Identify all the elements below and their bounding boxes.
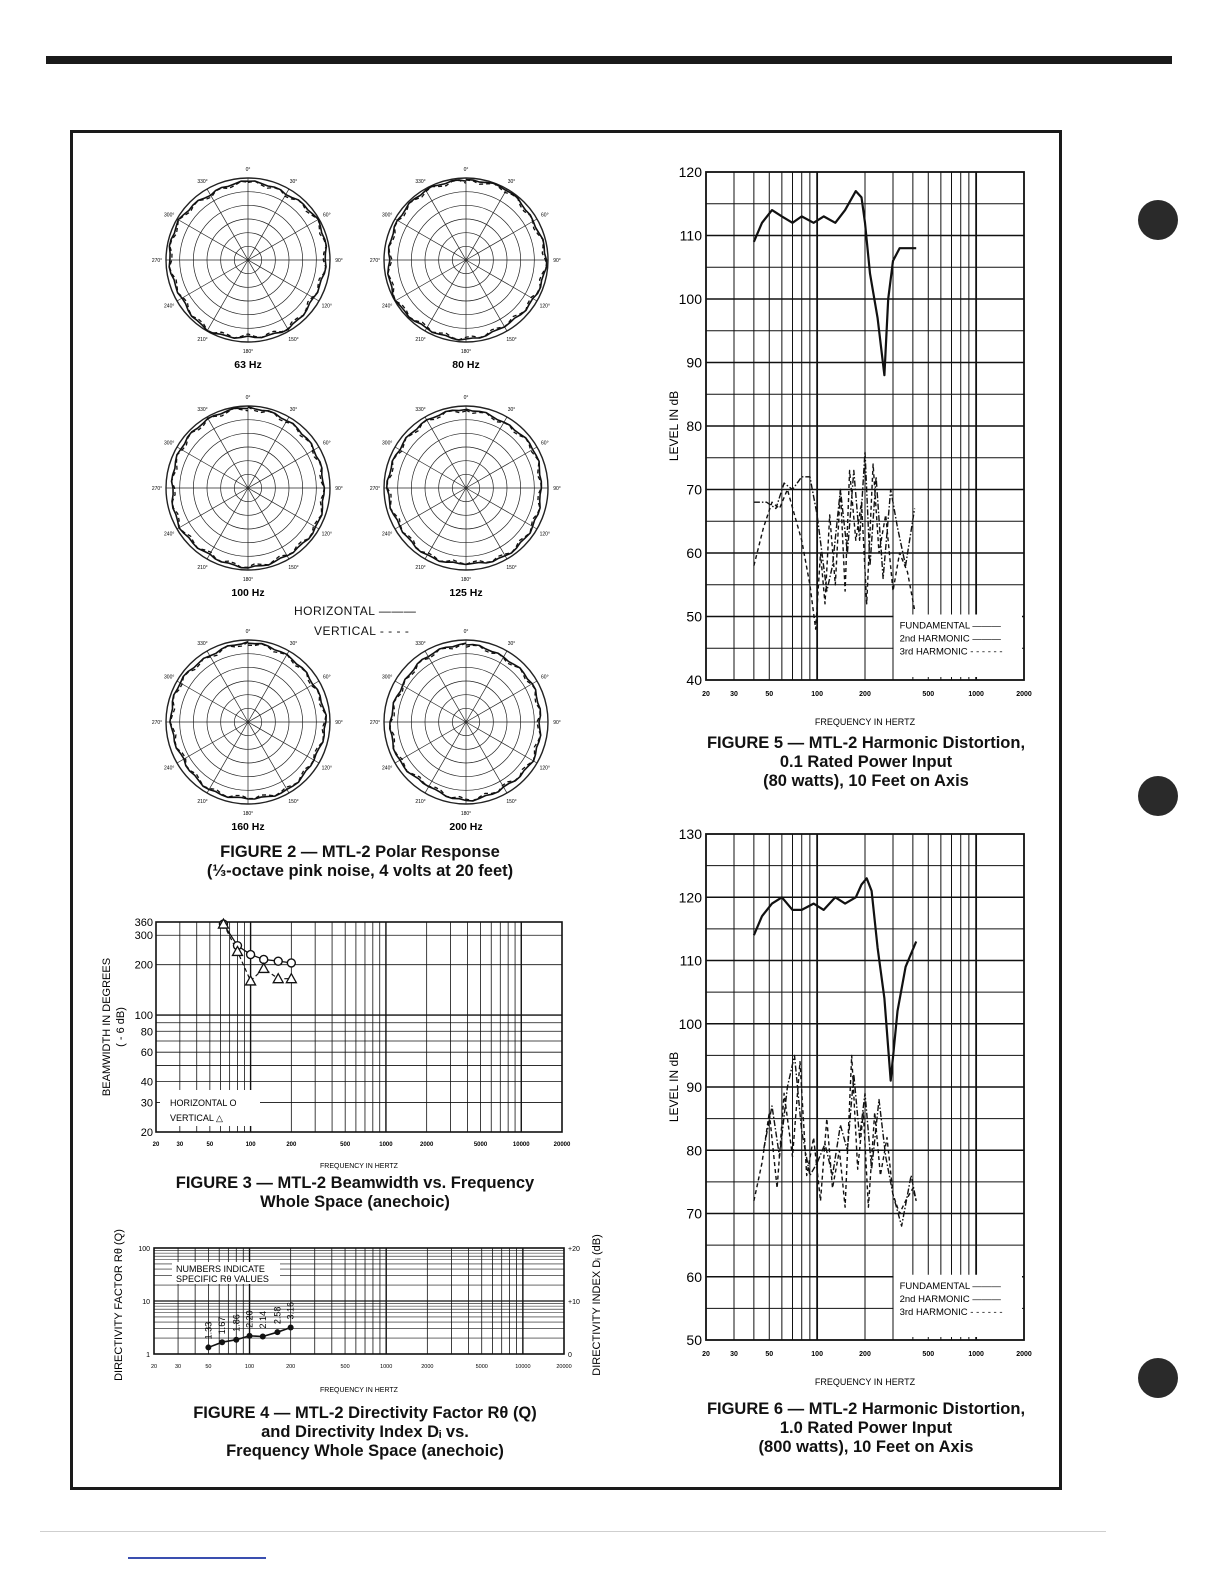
polar-angle-label: 330° <box>415 407 426 414</box>
fig4-note-line2: SPECIFIC Rθ VALUES <box>176 1274 269 1284</box>
polar-angle-label: 240° <box>164 765 175 772</box>
polar-angle-label: 120° <box>539 303 550 310</box>
figure6-series-2nd-harmonic <box>754 1055 916 1226</box>
figure6-xtick-label: 1000 <box>968 1351 984 1358</box>
figure3-caption-line1: FIGURE 3 — MTL-2 Beamwidth vs. Frequency <box>175 1174 535 1192</box>
fig3-xtick-label: 1000 <box>379 1142 393 1148</box>
polar-angle-label: 90° <box>553 720 561 726</box>
figure5-xtick-label: 2000 <box>1016 691 1032 698</box>
polar-angle-label: 120° <box>321 531 332 538</box>
polar-angle-label: 30° <box>289 179 298 186</box>
polar-angle-label: 60° <box>323 674 331 681</box>
polar-angle-label: 180° <box>460 577 472 583</box>
polar-spoke <box>425 651 466 722</box>
figure6-xtick-label: 100 <box>811 1351 823 1358</box>
fig4-ylabel: DIRECTIVITY FACTOR Rθ (Q) <box>113 1229 125 1381</box>
top-rule <box>46 56 1172 64</box>
polar-angle-label: 300° <box>382 674 393 681</box>
polar-spoke <box>177 722 248 763</box>
fig4-point <box>288 1325 294 1331</box>
polar-angle-label: 90° <box>553 258 561 264</box>
polar-spoke <box>425 417 466 488</box>
polar-angle-label: 150° <box>506 564 517 571</box>
figure5-xtick-label: 500 <box>922 691 935 698</box>
figure5-ytick-label: 60 <box>686 545 702 561</box>
polar-angle-label: 30° <box>289 641 298 648</box>
polar-spoke <box>466 722 537 763</box>
figure6-legend-entry: FUNDAMENTAL ——— <box>899 1280 1001 1292</box>
polar-spoke <box>466 189 507 260</box>
polar-angle-label: 330° <box>197 407 208 414</box>
polar-plot-160hz <box>148 629 348 834</box>
polar-spoke <box>395 681 466 722</box>
polar-angle-label: 120° <box>539 531 550 538</box>
figure5-xlabel: FREQUENCY IN HERTZ <box>814 717 916 727</box>
polar-angle-label: 180° <box>242 349 254 355</box>
polar-angle-label: 270° <box>151 486 163 492</box>
polar-angle-label: 240° <box>382 765 393 772</box>
polar-angle-label: 60° <box>541 212 549 219</box>
figure6-ylabel: LEVEL IN dB <box>667 1051 681 1123</box>
figure6-distortion-chart <box>648 826 1048 1398</box>
fig3-xtick-label: 100 <box>245 1142 256 1148</box>
figure5-xtick-label: 50 <box>765 691 774 698</box>
fig3-legend-vertical: VERTICAL △ <box>170 1113 223 1123</box>
fig3-horizontal-point <box>287 959 295 967</box>
fig4-ytick-label: 1 <box>146 1352 150 1359</box>
polar-angle-label: 150° <box>288 336 299 343</box>
fig3-xtick-label: 50 <box>206 1142 214 1148</box>
figure5-ytick-label: 80 <box>686 418 702 434</box>
fig4-point <box>247 1333 253 1339</box>
figure5-xtick-label: 20 <box>702 691 710 698</box>
polar-spoke <box>248 417 289 488</box>
binder-hole-bottom <box>1138 1358 1178 1398</box>
figure6-ytick-label: 90 <box>686 1079 702 1095</box>
polar-angle-label: 210° <box>197 336 208 343</box>
polar-angle-label: 240° <box>382 303 393 310</box>
figure5-ytick-label: 40 <box>686 672 702 688</box>
polar-frequency-label: 63 Hz <box>234 359 262 371</box>
fig4-point <box>260 1333 266 1339</box>
polar-angle-label: 270° <box>151 258 163 264</box>
polar-spoke <box>395 219 466 260</box>
polar-angle-label: 330° <box>415 179 426 186</box>
figure5-legend-entry: 2nd HARMONIC ——— <box>899 633 1001 645</box>
fig3-legend-horizontal: HORIZONTAL O <box>170 1098 237 1108</box>
polar-spoke <box>466 260 507 331</box>
polar-legend-vertical: VERTICAL - - - - <box>314 624 410 638</box>
fig4-ytick-right-label: +10 <box>568 1299 580 1306</box>
figure5-caption-line3: (80 watts), 10 Feet on Axis <box>763 772 969 790</box>
polar-angle-label: 210° <box>415 564 426 571</box>
polar-spoke <box>207 722 248 793</box>
fig4-xtick-label: 1000 <box>380 1364 393 1370</box>
fig4-xtick-label: 10000 <box>515 1364 531 1370</box>
figure6-xtick-label: 200 <box>859 1351 871 1358</box>
figure5-series-fundamental <box>754 191 916 375</box>
figure6-ytick-label: 130 <box>678 826 702 842</box>
polar-angle-label: 300° <box>164 440 175 447</box>
polar-spoke <box>177 681 248 722</box>
figure5-ytick-label: 50 <box>686 608 702 625</box>
polar-angle-label: 330° <box>197 179 208 186</box>
figure5-caption <box>690 734 1042 791</box>
polar-spoke <box>466 447 537 488</box>
fig4-xtick-label: 100 <box>244 1364 255 1370</box>
fig3-xtick-label: 200 <box>286 1142 297 1148</box>
fig3-vertical-point <box>273 974 283 983</box>
polar-angle-label: 180° <box>460 349 472 355</box>
binder-hole-middle <box>1138 776 1178 816</box>
fig3-ytick-label: 60 <box>140 1047 153 1060</box>
fig3-vertical-point <box>246 976 256 985</box>
polar-legend-horizontal: HORIZONTAL ——— <box>294 604 417 618</box>
figure6-legend-entry: 2nd HARMONIC ——— <box>899 1293 1001 1305</box>
polar-spoke <box>466 417 507 488</box>
figure6-xtick-label: 2000 <box>1016 1351 1032 1358</box>
figure6-caption-line1: FIGURE 6 — MTL-2 Harmonic Distortion, <box>706 1400 1026 1418</box>
figure5-ytick-label: 110 <box>679 227 702 244</box>
figure6-ytick-label: 100 <box>678 1015 702 1032</box>
figure5-ylabel: LEVEL IN dB <box>667 390 681 462</box>
figure6-xtick-label: 30 <box>730 1351 738 1358</box>
polar-frequency-label: 100 Hz <box>231 587 265 599</box>
figure5-distortion-chart <box>648 160 1048 732</box>
fig4-ytick-label: 10 <box>142 1299 150 1306</box>
polar-angle-label: 60° <box>323 440 331 447</box>
binder-hole-top <box>1138 200 1178 240</box>
fig3-horizontal-point <box>274 957 282 965</box>
figure2-caption-line1: FIGURE 2 — MTL-2 Polar Response <box>220 843 500 861</box>
polar-angle-label: 150° <box>288 798 299 805</box>
polar-angle-label: 30° <box>507 407 516 414</box>
fig4-xtick-label: 20000 <box>556 1364 572 1370</box>
polar-angle-label: 180° <box>242 811 254 817</box>
figure5-caption-line2: 0.1 Rated Power Input <box>779 753 953 771</box>
polar-spoke <box>177 447 248 488</box>
polar-spoke <box>466 488 507 559</box>
polar-angle-label: 60° <box>323 212 331 219</box>
polar-angle-label: 0° <box>463 167 469 173</box>
polar-spoke <box>425 260 466 331</box>
polar-angle-label: 240° <box>164 303 175 310</box>
figure5-ytick-label: 70 <box>686 481 702 498</box>
fig4-value-label: 1.33 <box>203 1321 214 1340</box>
figure6-caption-line3: (800 watts), 10 Feet on Axis <box>758 1438 974 1456</box>
fig3-ylabel2: ( - 6 dB) <box>115 1007 127 1047</box>
polar-spoke <box>177 260 248 301</box>
polar-spoke <box>395 722 466 763</box>
polar-angle-label: 0° <box>245 629 251 635</box>
figure6-ytick-label: 120 <box>678 889 702 906</box>
polar-plot-63hz <box>148 167 348 372</box>
polar-frequency-label: 160 Hz <box>231 821 265 833</box>
fig4-point <box>233 1337 239 1343</box>
polar-spoke <box>248 722 319 763</box>
polar-spoke <box>466 681 537 722</box>
fig3-ylabel: BEAMWIDTH IN DEGREES <box>101 957 113 1097</box>
figure5-xtick-label: 100 <box>811 691 823 698</box>
polar-angle-label: 120° <box>539 765 550 772</box>
figure4-caption <box>120 1404 610 1461</box>
figure6-ytick-label: 80 <box>686 1142 702 1159</box>
figure6-xtick-label: 500 <box>922 1351 935 1358</box>
figure3-caption-line2: Whole Space (anechoic) <box>260 1193 450 1211</box>
fig3-ytick-label: 200 <box>134 959 153 972</box>
fig4-xtick-label: 2000 <box>421 1364 434 1370</box>
polar-angle-label: 120° <box>321 303 332 310</box>
fig4-ytick-right-label: +20 <box>568 1246 580 1253</box>
figure5-xtick-label: 1000 <box>968 691 984 698</box>
fig3-xtick-label: 30 <box>176 1142 184 1148</box>
polar-spoke <box>207 417 248 488</box>
polar-angle-label: 150° <box>506 336 517 343</box>
polar-angle-label: 270° <box>369 720 381 726</box>
polar-angle-label: 180° <box>242 577 254 583</box>
polar-spoke <box>395 447 466 488</box>
fig3-ytick-label: 80 <box>140 1026 153 1039</box>
polar-angle-label: 300° <box>382 440 393 447</box>
polar-angle-label: 150° <box>506 798 517 805</box>
polar-spoke <box>466 219 537 260</box>
fig4-xlabel: FREQUENCY IN HERTZ <box>320 1387 398 1394</box>
figure6-xtick-label: 20 <box>702 1351 710 1358</box>
polar-angle-label: 180° <box>460 811 472 817</box>
fig4-xtick-label: 500 <box>340 1364 350 1370</box>
polar-frequency-label: 80 Hz <box>452 359 480 371</box>
figure6-xlabel: FREQUENCY IN HERTZ <box>814 1377 916 1387</box>
figure6-xtick-label: 50 <box>765 1351 774 1358</box>
fig4-xtick-label: 200 <box>286 1364 296 1370</box>
polar-angle-label: 30° <box>289 407 298 414</box>
polar-spoke <box>466 722 507 793</box>
polar-spoke <box>177 488 248 529</box>
polar-spoke <box>395 260 466 301</box>
polar-spoke <box>248 219 319 260</box>
fig4-value-label: 2.20 <box>244 1310 255 1328</box>
polar-angle-label: 210° <box>415 336 426 343</box>
figure6-legend-entry: 3rd HARMONIC - - - - - - <box>899 1306 1003 1318</box>
fig3-ytick-label: 300 <box>134 930 153 943</box>
fig4-value-label: 2.14 <box>257 1310 268 1329</box>
polar-angle-label: 60° <box>541 440 549 447</box>
figure5-xtick-label: 30 <box>730 691 738 698</box>
figure4-caption-line1: FIGURE 4 — MTL-2 Directivity Factor Rθ (Q) <box>193 1404 537 1422</box>
fig4-xtick-label: 30 <box>175 1364 182 1370</box>
figure5-ytick-label: 90 <box>686 354 702 371</box>
polar-angle-label: 210° <box>197 564 208 571</box>
polar-angle-label: 210° <box>415 798 426 805</box>
fig4-point <box>274 1329 280 1335</box>
polar-spoke <box>248 189 289 260</box>
fig3-ytick-label: 360 <box>134 917 153 929</box>
polar-spoke <box>207 260 248 331</box>
polar-angle-label: 330° <box>415 641 426 648</box>
fig3-xtick-label: 20 <box>152 1142 160 1148</box>
polar-spoke <box>177 219 248 260</box>
fig4-xtick-label: 50 <box>205 1364 212 1370</box>
figure6-series-fundamental <box>754 878 916 1080</box>
polar-spoke <box>248 260 319 301</box>
fig4-ytick-right-label: 0 <box>568 1352 572 1359</box>
polar-spoke <box>425 189 466 260</box>
fig4-value-label: 1.67 <box>217 1316 228 1335</box>
figure5-xtick-label: 200 <box>859 691 871 698</box>
figure6-ytick-label: 70 <box>686 1205 702 1222</box>
fig3-horizontal-point <box>247 951 255 959</box>
fig4-ylabel-right: DIRECTIVITY INDEX Dᵢ (dB) <box>591 1234 603 1376</box>
fig4-point <box>205 1344 211 1350</box>
figure5-ytick-label: 100 <box>678 291 702 307</box>
polar-frequency-label: 125 Hz <box>449 587 483 599</box>
figure5-legend-entry: 3rd HARMONIC - - - - - - <box>899 646 1003 658</box>
polar-spoke <box>395 488 466 529</box>
polar-spoke <box>466 488 537 529</box>
polar-angle-label: 60° <box>541 674 549 681</box>
polar-angle-label: 240° <box>164 531 175 538</box>
polar-spoke <box>466 651 507 722</box>
polar-angle-label: 150° <box>288 564 299 571</box>
polar-angle-label: 210° <box>197 798 208 805</box>
fig3-xtick-label: 20000 <box>553 1142 571 1148</box>
figure6-caption <box>690 1400 1042 1457</box>
blue-underline <box>128 1557 266 1559</box>
polar-plot-80hz <box>366 167 566 372</box>
figure5-legend-entry: FUNDAMENTAL ——— <box>899 620 1001 632</box>
polar-angle-label: 90° <box>335 720 343 726</box>
figure6-ytick-label: 110 <box>679 952 702 969</box>
polar-spoke <box>466 260 537 301</box>
polar-spoke <box>425 722 466 793</box>
figure6-ytick-label: 50 <box>686 1332 702 1348</box>
polar-plot-200hz <box>366 629 566 834</box>
fig4-value-label: 3.16 <box>285 1301 296 1320</box>
polar-spoke <box>248 447 319 488</box>
figure6-ytick-label: 60 <box>686 1268 702 1285</box>
polar-angle-label: 300° <box>382 212 393 219</box>
polar-spoke <box>425 488 466 559</box>
polar-plot-100hz <box>148 395 348 600</box>
polar-spoke <box>248 681 319 722</box>
fig4-point <box>219 1339 225 1345</box>
polar-angle-label: 300° <box>164 674 175 681</box>
fig4-value-label: 2.58 <box>272 1306 283 1325</box>
fig3-ytick-label: 30 <box>140 1097 153 1110</box>
polar-spoke <box>248 260 289 331</box>
polar-angle-label: 0° <box>463 395 469 401</box>
polar-frequency-label: 200 Hz <box>449 821 483 833</box>
polar-spoke <box>207 488 248 559</box>
polar-angle-label: 240° <box>382 531 393 538</box>
fig3-ytick-label: 100 <box>134 1010 153 1023</box>
fig3-xlabel: FREQUENCY IN HERTZ <box>320 1163 398 1170</box>
polar-plot-125hz <box>366 395 566 600</box>
polar-spoke <box>248 488 319 529</box>
fig3-ytick-label: 40 <box>140 1076 153 1089</box>
polar-angle-label: 270° <box>369 258 381 264</box>
fig3-xtick-label: 10000 <box>512 1142 530 1148</box>
figure2-caption <box>150 843 570 881</box>
polar-angle-label: 270° <box>369 486 381 492</box>
bottom-rule <box>40 1531 1106 1532</box>
fig4-note-line1: NUMBERS INDICATE <box>176 1264 265 1274</box>
figure3-beamwidth-chart <box>96 912 586 1174</box>
polar-angle-label: 300° <box>164 212 175 219</box>
polar-angle-label: 120° <box>321 765 332 772</box>
polar-spoke <box>248 722 289 793</box>
fig4-value-label: 1.86 <box>231 1314 242 1332</box>
fig4-xtick-label: 5000 <box>475 1364 488 1370</box>
figure4-caption-line3: Frequency Whole Space (anechoic) <box>226 1442 504 1460</box>
figure4-caption-line2: and Directivity Index Dᵢ vs. <box>261 1423 469 1441</box>
polar-angle-label: 30° <box>507 641 516 648</box>
fig3-xtick-label: 2000 <box>419 1142 434 1148</box>
polar-spoke <box>248 488 289 559</box>
figure5-caption-line1: FIGURE 5 — MTL-2 Harmonic Distortion, <box>706 734 1026 752</box>
polar-spoke <box>207 651 248 722</box>
polar-angle-label: 0° <box>245 395 251 401</box>
polar-spoke <box>248 651 289 722</box>
fig3-xtick-label: 5000 <box>473 1142 488 1148</box>
fig3-xtick-label: 500 <box>340 1142 351 1148</box>
fig4-ytick-label: 100 <box>138 1246 150 1253</box>
polar-angle-label: 0° <box>245 167 251 173</box>
polar-angle-label: 90° <box>553 486 561 492</box>
polar-angle-label: 30° <box>507 179 516 186</box>
figure2-caption-line2: (⅓-octave pink noise, 4 volts at 20 feet) <box>206 862 514 880</box>
fig4-xtick-label: 20 <box>150 1364 158 1370</box>
figure4-directivity-chart <box>108 1204 608 1400</box>
figure5-ytick-label: 120 <box>678 164 702 180</box>
polar-angle-label: 270° <box>151 720 163 726</box>
polar-angle-label: 90° <box>335 486 343 492</box>
polar-spoke <box>207 189 248 260</box>
polar-angle-label: 90° <box>335 258 343 264</box>
figure6-caption-line2: 1.0 Rated Power Input <box>779 1419 953 1437</box>
polar-angle-label: 330° <box>197 641 208 648</box>
polar-angle-label: 0° <box>463 629 469 635</box>
fig3-ytick-label: 20 <box>140 1127 153 1139</box>
